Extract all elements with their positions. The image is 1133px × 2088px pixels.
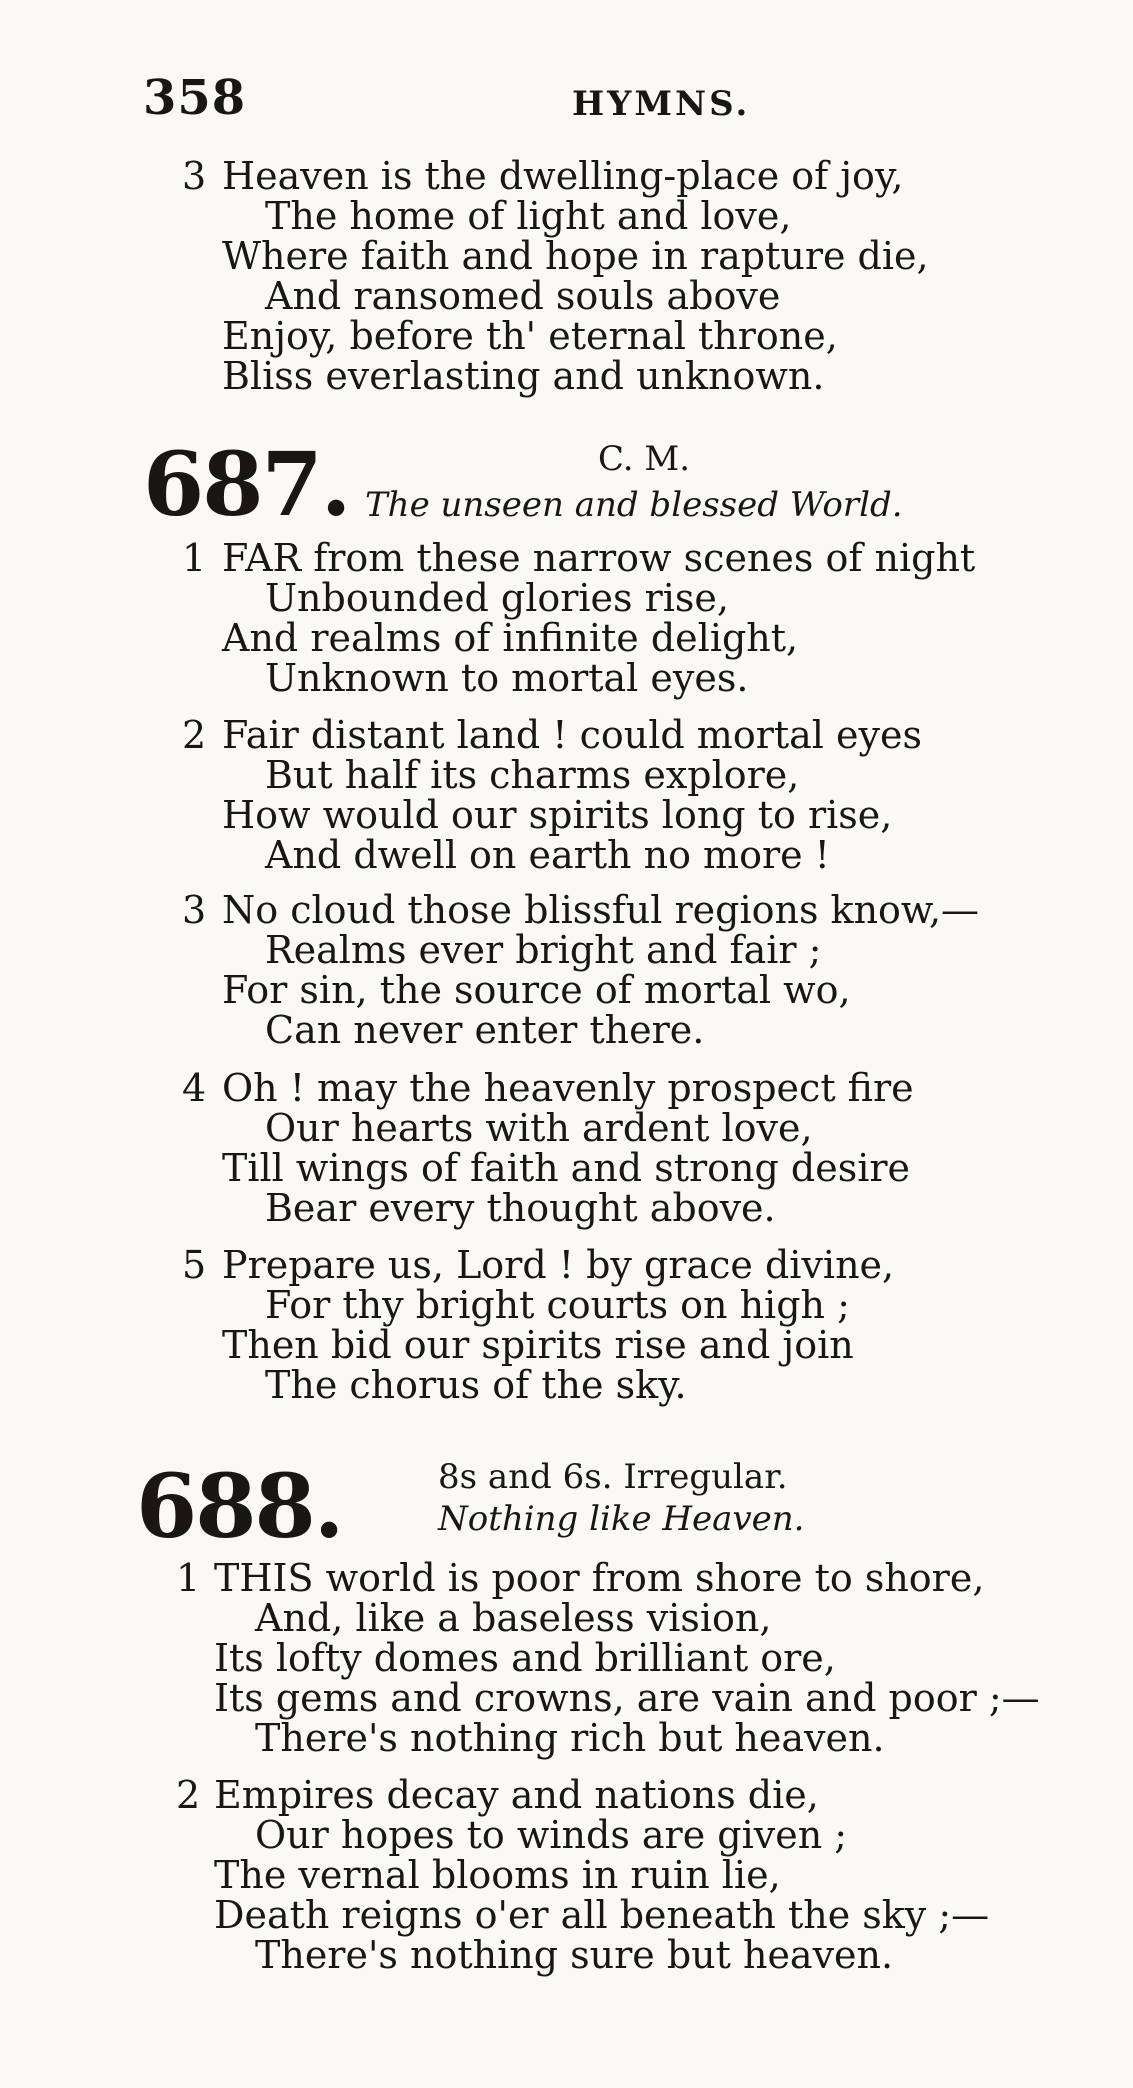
page-number: 358 bbox=[143, 70, 247, 126]
verse-line: Empires decay and nations die, bbox=[214, 1773, 819, 1817]
verse-line: And dwell on earth no more ! bbox=[265, 833, 830, 877]
verse-line: Its gems and crowns, are vain and poor ;— bbox=[214, 1676, 1040, 1720]
verse-line: Unknown to mortal eyes. bbox=[265, 656, 749, 700]
verse-line: Heaven is the dwelling-place of joy, bbox=[222, 154, 904, 198]
verse-line: Bear every thought above. bbox=[265, 1186, 776, 1230]
verse-number: 3 bbox=[182, 154, 207, 198]
verse-line: Oh ! may the heavenly prospect fire bbox=[222, 1066, 914, 1110]
verse-line: There's nothing sure but heaven. bbox=[255, 1933, 894, 1977]
verse-number: 4 bbox=[182, 1066, 207, 1110]
verse-line: The vernal blooms in ruin lie, bbox=[214, 1853, 781, 1897]
hymn-number: 687. bbox=[143, 432, 350, 536]
verse-line: THIS world is poor from shore to shore, bbox=[214, 1556, 985, 1600]
verse-number: 3 bbox=[182, 888, 207, 932]
verse-line: Our hearts with ardent love, bbox=[265, 1106, 813, 1150]
verse-line: FAR from these narrow scenes of night bbox=[222, 536, 976, 580]
verse-line: How would our spirits long to rise, bbox=[222, 793, 893, 837]
verse-number: 2 bbox=[182, 713, 207, 757]
verse-line: The home of light and love, bbox=[265, 194, 792, 238]
verse-number: 5 bbox=[182, 1243, 207, 1287]
verse-line: No cloud those blissful regions know,— bbox=[222, 888, 980, 932]
page-header bbox=[0, 70, 1133, 130]
verse-number: 2 bbox=[176, 1773, 201, 1817]
verse-line: Where faith and hope in rapture die, bbox=[222, 234, 929, 278]
verse-line: For sin, the source of mortal wo, bbox=[222, 968, 851, 1012]
verse-number: 1 bbox=[176, 1556, 201, 1600]
hymn-title: The unseen and blessed World. bbox=[365, 485, 903, 525]
verse-line: But half its charms explore, bbox=[265, 753, 800, 797]
verse-line: Its lofty domes and brilliant ore, bbox=[214, 1636, 836, 1680]
hymn-meter: C. M. bbox=[598, 439, 691, 479]
verse-line: And realms of infinite delight, bbox=[222, 616, 799, 660]
verse-number: 1 bbox=[182, 536, 207, 580]
verse-line: Prepare us, Lord ! by grace divine, bbox=[222, 1243, 895, 1287]
verse-line: Realms ever bright and fair ; bbox=[265, 928, 822, 972]
verse-line: Till wings of faith and strong desire bbox=[222, 1146, 911, 1190]
verse-line: Then bid our spirits rise and join bbox=[222, 1323, 854, 1367]
hymn-number: 688. bbox=[136, 1454, 343, 1558]
verse-line: Enjoy, before th' eternal throne, bbox=[222, 314, 838, 358]
verse-line: Bliss everlasting and unknown. bbox=[222, 354, 825, 398]
verse-line: Our hopes to winds are given ; bbox=[255, 1813, 848, 1857]
verse-line: For thy bright courts on high ; bbox=[265, 1283, 850, 1327]
hymn-meter: 8s and 6s. Irregular. bbox=[438, 1457, 788, 1497]
verse-line: Fair distant land ! could mortal eyes bbox=[222, 713, 922, 757]
verse-line: And ransomed souls above bbox=[265, 274, 781, 318]
verse-line: The chorus of the sky. bbox=[265, 1363, 687, 1407]
verse-line: Unbounded glories rise, bbox=[265, 576, 729, 620]
verse-line: And, like a baseless vision, bbox=[255, 1596, 772, 1640]
verse-line: Can never enter there. bbox=[265, 1008, 705, 1052]
running-title: HYMNS. bbox=[572, 84, 751, 124]
verse-line: Death reigns o'er all beneath the sky ;— bbox=[214, 1893, 990, 1937]
verse-line: There's nothing rich but heaven. bbox=[255, 1716, 885, 1760]
hymn-title: Nothing like Heaven. bbox=[438, 1499, 805, 1539]
